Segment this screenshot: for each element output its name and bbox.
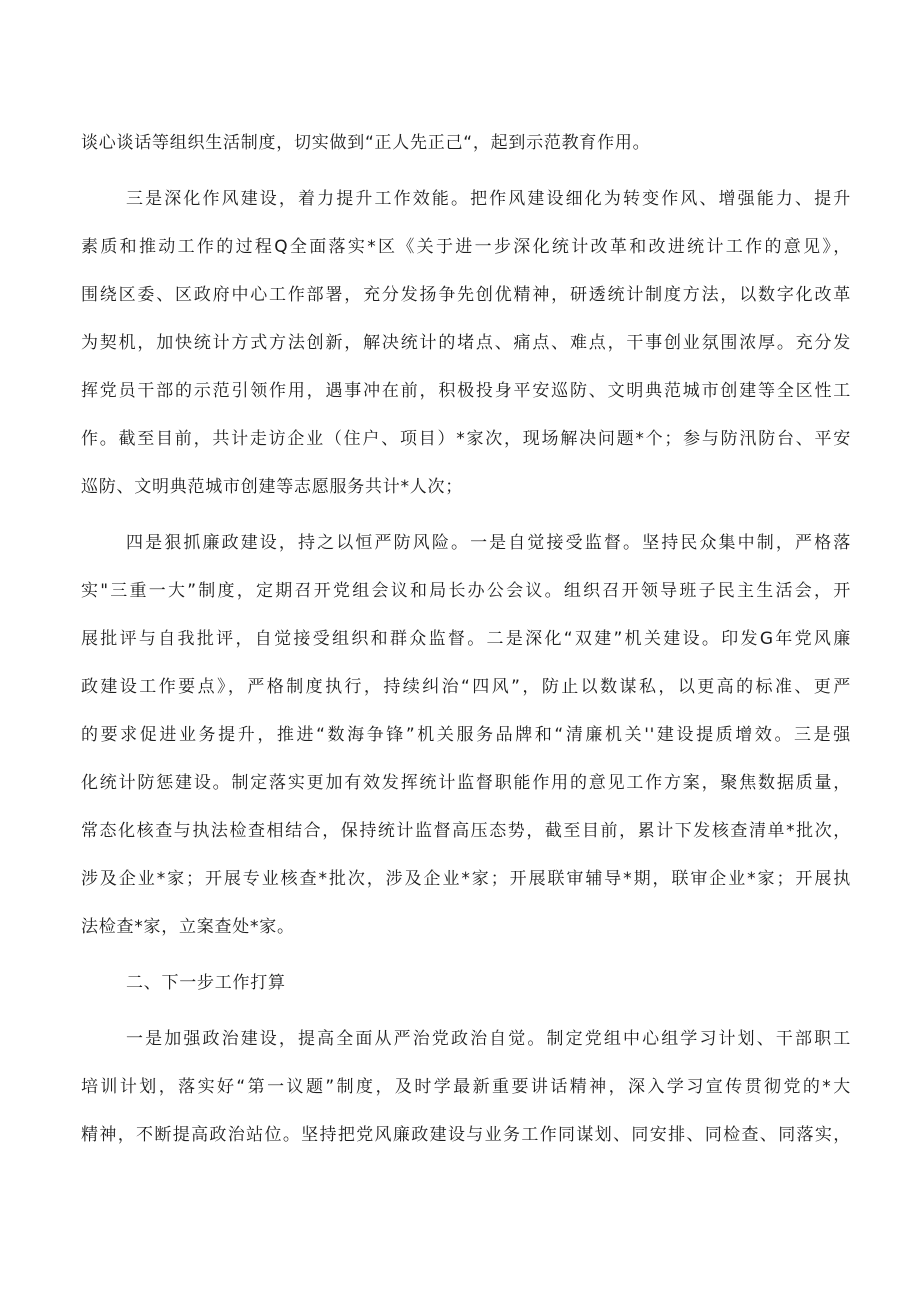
- text-line: 常态化核查与执法检查相结合，保持统计监督高压态势，截至目前，累计下发核查清单*批次，: [81, 821, 851, 841]
- text-line: 挥党员干部的示范引领作用，遇事冲在前，积极投身平安巡防、文明典范城市创建等全区性工: [81, 381, 851, 401]
- text-line: 围绕区委、区政府中心工作部署，充分发扬争先创优精神，研透统计制度方法，以数字化改革: [81, 285, 851, 305]
- text-line: 为契机，加快统计方式方法创新，解决统计的堵点、痛点、难点，干事创业氛围浓厚。充分发: [81, 333, 851, 353]
- text-line: 涉及企业*家；开展专业核查*批次，涉及企业*家；开展联审辅导*期，联审企业*家；开展执: [81, 869, 851, 889]
- text-line: 巡防、文明典范城市创建等志愿服务共计*人次；: [81, 477, 463, 497]
- text-line: 谈心谈话等组织生活制度，切实做到“正人先正己“，起到示范教育作用。: [81, 133, 651, 153]
- section-heading: 二、下一步工作打算: [126, 973, 286, 993]
- text-line: 法检查*家，立案查处*家。: [81, 917, 295, 937]
- text-line: 政建设工作要点》，严格制度执行，持续纠治“四风”，防止以数谋私，以更高的标准、更严: [81, 677, 851, 697]
- paragraph-first-line: 一是加强政治建设，提高全面从严治党政治自觉。制定党组中心组学习计划、干部职工: [126, 1029, 851, 1049]
- text-line: 精神，不断提高政治站位。坚持把党风廉政建设与业务工作同谋划、同安排、同检查、同落实，: [81, 1125, 851, 1145]
- text-line: 素质和推动工作的过程Q全面落实*区《关于进一步深化统计改革和改进统计工作的意见》，: [81, 237, 851, 257]
- paragraph-first-line: 四是狠抓廉政建设，持之以恒严防风险。一是自觉接受监督。坚持民众集中制，严格落: [126, 533, 851, 553]
- text-line: 的要求促进业务提升，推进“数海争锋”机关服务品牌和“清廉机关''建设提质增效。三是强: [81, 725, 851, 745]
- paragraph-first-line: 三是深化作风建设，着力提升工作效能。把作风建设细化为转变作风、增强能力、提升: [126, 189, 851, 209]
- text-line: 展批评与自我批评，自觉接受组织和群众监督。二是深化“双建”机关建设。印发G年党风廉: [81, 629, 851, 649]
- text-line: 培训计划，落实好“第一议题”制度，及时学最新重要讲话精神，深入学习宣传贯彻党的*大: [81, 1077, 851, 1097]
- text-line: 实"三重一大”制度，定期召开党组会议和局长办公会议。组织召开领导班子民主生活会，开: [81, 581, 851, 601]
- text-line: 作。截至目前，共计走访企业（住户、项目）*家次，现场解决问题*个；参与防汛防台、平安: [81, 429, 851, 449]
- text-line: 化统计防惩建设。制定落实更加有效发挥统计监督职能作用的意见工作方案，聚焦数据质量，: [81, 773, 851, 793]
